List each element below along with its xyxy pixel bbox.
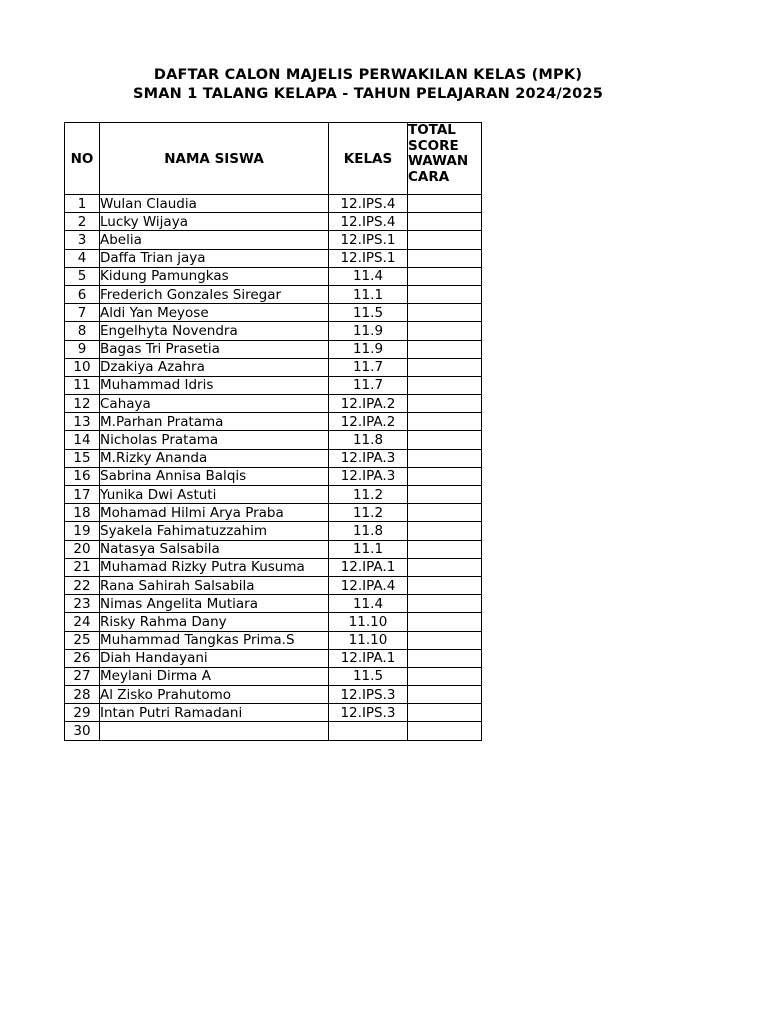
row-number-cell: 19 (65, 522, 100, 540)
row-number-cell: 15 (65, 449, 100, 467)
class-cell: 12.IPA.4 (329, 576, 408, 594)
student-name-cell: Kidung Pamungkas (100, 267, 329, 285)
student-name-cell: M.Rizky Ananda (100, 449, 329, 467)
table-row (65, 686, 482, 704)
class-cell: 11.7 (329, 358, 408, 376)
table-row (65, 267, 482, 285)
student-name-cell: Muhammad Tangkas Prima.S (100, 631, 329, 649)
class-cell: 12.IPS.1 (329, 249, 408, 267)
table-row (65, 649, 482, 667)
header-score-line: SCORE (408, 137, 459, 154)
score-cell (408, 449, 482, 467)
class-cell: 11.9 (329, 340, 408, 358)
table-row (65, 504, 482, 522)
student-name-cell: Dzakiya Azahra (100, 358, 329, 376)
class-cell: 12.IPA.1 (329, 649, 408, 667)
class-cell: 11.1 (329, 285, 408, 303)
score-cell (408, 304, 482, 322)
student-name-cell: Lucky Wijaya (100, 213, 329, 231)
class-cell: 12.IPS.4 (329, 213, 408, 231)
score-cell (408, 322, 482, 340)
class-cell: 11.7 (329, 376, 408, 394)
student-name-cell: Bagas Tri Prasetia (100, 340, 329, 358)
table-row (65, 340, 482, 358)
score-cell (408, 467, 482, 485)
score-cell (408, 649, 482, 667)
student-name-cell: Daffa Trian jaya (100, 249, 329, 267)
student-name-cell: Frederich Gonzales Siregar (100, 285, 329, 303)
row-number-cell: 27 (65, 667, 100, 685)
row-number-cell: 29 (65, 704, 100, 722)
student-name-cell: Sabrina Annisa Balqis (100, 467, 329, 485)
class-cell: 12.IPS.1 (329, 231, 408, 249)
score-cell (408, 704, 482, 722)
row-number-cell: 22 (65, 576, 100, 594)
score-cell (408, 231, 482, 249)
class-cell: 11.10 (329, 631, 408, 649)
class-cell: 11.5 (329, 667, 408, 685)
student-name-cell: Mohamad Hilmi Arya Praba (100, 504, 329, 522)
class-cell: 12.IPA.2 (329, 413, 408, 431)
row-number-cell: 16 (65, 467, 100, 485)
score-cell (408, 686, 482, 704)
student-name-cell: Syakela Fahimatuzzahim (100, 522, 329, 540)
header-score-line: WAWAN (408, 153, 469, 169)
row-number-cell: 13 (65, 413, 100, 431)
score-cell (408, 340, 482, 358)
table-header-row (65, 123, 482, 195)
class-cell: 12.IPA.2 (329, 395, 408, 413)
class-cell: 11.8 (329, 431, 408, 449)
table-body (65, 195, 482, 741)
table-row (65, 413, 482, 431)
header-score-line: CARA (408, 168, 450, 185)
header-kelas: KELAS (329, 123, 408, 195)
row-number-cell: 20 (65, 540, 100, 558)
student-name-cell: Natasya Salsabila (100, 540, 329, 558)
score-cell (408, 558, 482, 576)
document-title (0, 66, 736, 104)
table-row (65, 304, 482, 322)
class-cell: 11.4 (329, 267, 408, 285)
student-name-cell: Wulan Claudia (100, 195, 329, 213)
student-name-cell: Aldi Yan Meyose (100, 304, 329, 322)
table-row (65, 431, 482, 449)
header-score-line: TOTAL (408, 122, 456, 138)
header-no: NO (65, 123, 100, 195)
row-number-cell: 28 (65, 686, 100, 704)
table-row (65, 722, 482, 740)
row-number-cell: 2 (65, 213, 100, 231)
table-row (65, 322, 482, 340)
table-row (65, 449, 482, 467)
table-row (65, 613, 482, 631)
row-number-cell: 26 (65, 649, 100, 667)
score-cell (408, 595, 482, 613)
class-cell: 12.IPA.1 (329, 558, 408, 576)
student-name-cell: Meylani Dirma A (100, 667, 329, 685)
score-cell (408, 213, 482, 231)
score-cell (408, 413, 482, 431)
student-name-cell: Yunika Dwi Astuti (100, 486, 329, 504)
row-number-cell: 4 (65, 249, 100, 267)
table-row (65, 631, 482, 649)
table-row (65, 522, 482, 540)
student-name-cell: Al Zisko Prahutomo (100, 686, 329, 704)
row-number-cell: 5 (65, 267, 100, 285)
table-row (65, 195, 482, 213)
student-name-cell: Intan Putri Ramadani (100, 704, 329, 722)
title-line-1: DAFTAR CALON MAJELIS PERWAKILAN KELAS (MPK) (153, 67, 583, 83)
score-cell (408, 267, 482, 285)
row-number-cell: 6 (65, 285, 100, 303)
student-name-cell: Rana Sahirah Salsabila (100, 576, 329, 594)
row-number-cell: 24 (65, 613, 100, 631)
table-row (65, 667, 482, 685)
row-number-cell: 3 (65, 231, 100, 249)
score-cell (408, 522, 482, 540)
class-cell: 11.8 (329, 522, 408, 540)
row-number-cell: 21 (65, 558, 100, 576)
row-number-cell: 11 (65, 376, 100, 394)
score-cell (408, 613, 482, 631)
score-cell (408, 285, 482, 303)
student-name-cell: Risky Rahma Dany (100, 613, 329, 631)
row-number-cell: 1 (65, 195, 100, 213)
student-name-cell: Nimas Angelita Mutiara (100, 595, 329, 613)
table-row (65, 486, 482, 504)
student-name-cell (100, 722, 329, 740)
class-cell: 11.4 (329, 595, 408, 613)
class-cell: 12.IPA.3 (329, 449, 408, 467)
class-cell: 12.IPA.3 (329, 467, 408, 485)
row-number-cell: 7 (65, 304, 100, 322)
score-cell (408, 631, 482, 649)
table-row (65, 285, 482, 303)
table-row (65, 704, 482, 722)
class-cell: 11.2 (329, 486, 408, 504)
student-name-cell: Muhamad Rizky Putra Kusuma (100, 558, 329, 576)
table-row (65, 376, 482, 394)
score-cell (408, 540, 482, 558)
student-name-cell: Diah Handayani (100, 649, 329, 667)
class-cell: 12.IPS.3 (329, 686, 408, 704)
class-cell: 11.1 (329, 540, 408, 558)
row-number-cell: 9 (65, 340, 100, 358)
table-row (65, 558, 482, 576)
score-cell (408, 395, 482, 413)
row-number-cell: 18 (65, 504, 100, 522)
student-name-cell: Engelhyta Novendra (100, 322, 329, 340)
row-number-cell: 23 (65, 595, 100, 613)
student-name-cell: Cahaya (100, 395, 329, 413)
table-row (65, 213, 482, 231)
row-number-cell: 30 (65, 722, 100, 740)
table-row (65, 595, 482, 613)
row-number-cell: 14 (65, 431, 100, 449)
class-cell: 12.IPS.4 (329, 195, 408, 213)
title-line-2: SMAN 1 TALANG KELAPA - TAHUN PELAJARAN 2024/2025 (132, 86, 604, 102)
table-row (65, 395, 482, 413)
header-total-score (408, 123, 482, 195)
class-cell: 11.5 (329, 304, 408, 322)
class-cell (329, 722, 408, 740)
score-cell (408, 722, 482, 740)
table-row (65, 249, 482, 267)
student-name-cell: Muhammad Idris (100, 376, 329, 394)
score-cell (408, 576, 482, 594)
candidate-table (64, 122, 482, 741)
score-cell (408, 376, 482, 394)
class-cell: 11.2 (329, 504, 408, 522)
class-cell: 11.10 (329, 613, 408, 631)
header-nama-siswa: NAMA SISWA (100, 123, 329, 195)
class-cell: 12.IPS.3 (329, 704, 408, 722)
row-number-cell: 25 (65, 631, 100, 649)
row-number-cell: 8 (65, 322, 100, 340)
row-number-cell: 12 (65, 395, 100, 413)
score-cell (408, 431, 482, 449)
score-cell (408, 667, 482, 685)
score-cell (408, 358, 482, 376)
score-cell (408, 504, 482, 522)
student-name-cell: Nicholas Pratama (100, 431, 329, 449)
row-number-cell: 17 (65, 486, 100, 504)
row-number-cell: 10 (65, 358, 100, 376)
class-cell: 11.9 (329, 322, 408, 340)
student-name-cell: M.Parhan Pratama (100, 413, 329, 431)
table-row (65, 231, 482, 249)
table-row (65, 467, 482, 485)
table-row (65, 358, 482, 376)
student-name-cell: Abelia (100, 231, 329, 249)
score-cell (408, 486, 482, 504)
table-row (65, 540, 482, 558)
score-cell (408, 249, 482, 267)
score-cell (408, 195, 482, 213)
table-row (65, 576, 482, 594)
